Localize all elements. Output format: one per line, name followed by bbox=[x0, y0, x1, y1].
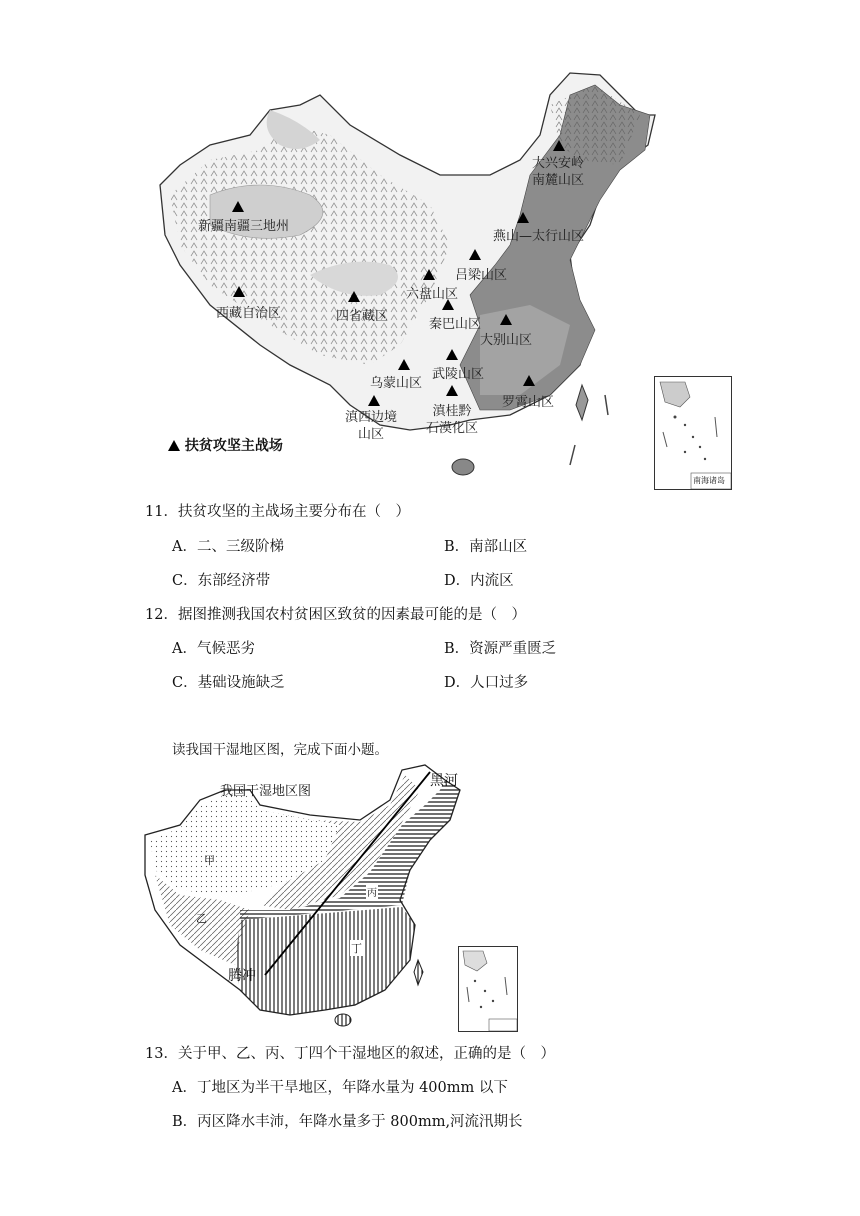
south-china-sea-inset bbox=[654, 376, 732, 490]
label-jia: 甲 bbox=[204, 854, 215, 867]
label-wuling: 武陵山区 bbox=[432, 367, 485, 382]
label-dabie: 大别山区 bbox=[480, 333, 533, 348]
q11-option-b[interactable]: B．南部山区 bbox=[444, 539, 528, 555]
q12-option-b[interactable]: B．资源严重匮乏 bbox=[444, 641, 557, 657]
poverty-area-marker bbox=[523, 375, 535, 386]
label-dianxi: 滇西边境 山区 bbox=[345, 410, 398, 442]
q12-option-a[interactable]: A．气候恶劣 bbox=[172, 641, 255, 657]
poverty-area-marker bbox=[348, 291, 360, 302]
south-china-sea-inset-2 bbox=[458, 946, 518, 1032]
label-tengchong: 腾冲 bbox=[228, 968, 256, 984]
poverty-area-marker bbox=[469, 249, 481, 260]
label-liupan: 六盘山区 bbox=[406, 287, 459, 302]
label-daxinganling: 大兴安岭 南麓山区 bbox=[532, 156, 585, 188]
inset-label: 南海诸岛 bbox=[693, 476, 725, 485]
poverty-area-marker bbox=[368, 395, 380, 406]
legend-text: 扶贫攻坚主战场 bbox=[184, 438, 283, 454]
label-bing: 丙 bbox=[366, 884, 378, 899]
label-yi: 乙 bbox=[196, 912, 207, 925]
inset-map bbox=[655, 377, 731, 489]
q12-option-c[interactable]: C．基础设施缺乏 bbox=[172, 675, 285, 691]
q11-option-d[interactable]: D．内流区 bbox=[444, 573, 514, 589]
label-lvliang: 吕梁山区 bbox=[455, 268, 508, 283]
label-luoxiao: 罗霄山区 bbox=[502, 395, 555, 410]
question-12-stem: 12．据图推测我国农村贫困区致贫的因素最可能的是（ ） bbox=[145, 607, 526, 623]
inset-map-2 bbox=[459, 947, 517, 1031]
q11-option-c[interactable]: C．东部经济带 bbox=[172, 573, 271, 589]
label-xinjiang: 新疆南疆三地州 bbox=[198, 219, 290, 234]
label-wumeng: 乌蒙山区 bbox=[370, 376, 423, 391]
triangle-icon bbox=[168, 440, 180, 451]
label-xizang: 西藏自治区 bbox=[216, 306, 282, 321]
poverty-area-marker bbox=[233, 286, 245, 297]
question-11-stem: 11．扶贫攻坚的主战场主要分布在（ ） bbox=[145, 504, 410, 520]
poverty-area-marker bbox=[500, 314, 512, 325]
q13-option-b[interactable]: B．丙区降水丰沛，年降水量多于 800mm,河流汛期长 bbox=[172, 1114, 523, 1130]
label-ding: 丁 bbox=[351, 942, 362, 955]
q12-option-d[interactable]: D．人口过多 bbox=[444, 675, 529, 691]
label-sisheng: 四省藏区 bbox=[336, 309, 389, 324]
label-diangui: 滇桂黔 石漠化区 bbox=[426, 404, 479, 436]
map-legend bbox=[168, 435, 283, 455]
poverty-area-marker bbox=[553, 140, 565, 151]
section-intro: 读我国干湿地区图，完成下面小题。 bbox=[172, 742, 388, 758]
question-13-stem: 13．关于甲、乙、丙、丁四个干湿地区的叙述，正确的是（ ） bbox=[145, 1046, 555, 1062]
poverty-area-marker bbox=[446, 349, 458, 360]
poverty-area-marker bbox=[446, 385, 458, 396]
label-qinba: 秦巴山区 bbox=[429, 317, 482, 332]
poverty-area-marker bbox=[232, 201, 244, 212]
map2-title: 我国干湿地区图 bbox=[220, 784, 312, 799]
poverty-area-marker bbox=[517, 212, 529, 223]
q13-option-a[interactable]: A．丁地区为半干旱地区，年降水量为 400mm 以下 bbox=[172, 1080, 508, 1096]
poverty-area-marker bbox=[398, 359, 410, 370]
poverty-area-marker bbox=[423, 269, 435, 280]
label-yanshan: 燕山—太行山区 bbox=[493, 229, 585, 244]
q11-option-a[interactable]: A．二、三级阶梯 bbox=[172, 539, 284, 555]
poverty-map bbox=[150, 65, 730, 495]
label-heihe: 黑河 bbox=[430, 773, 458, 789]
